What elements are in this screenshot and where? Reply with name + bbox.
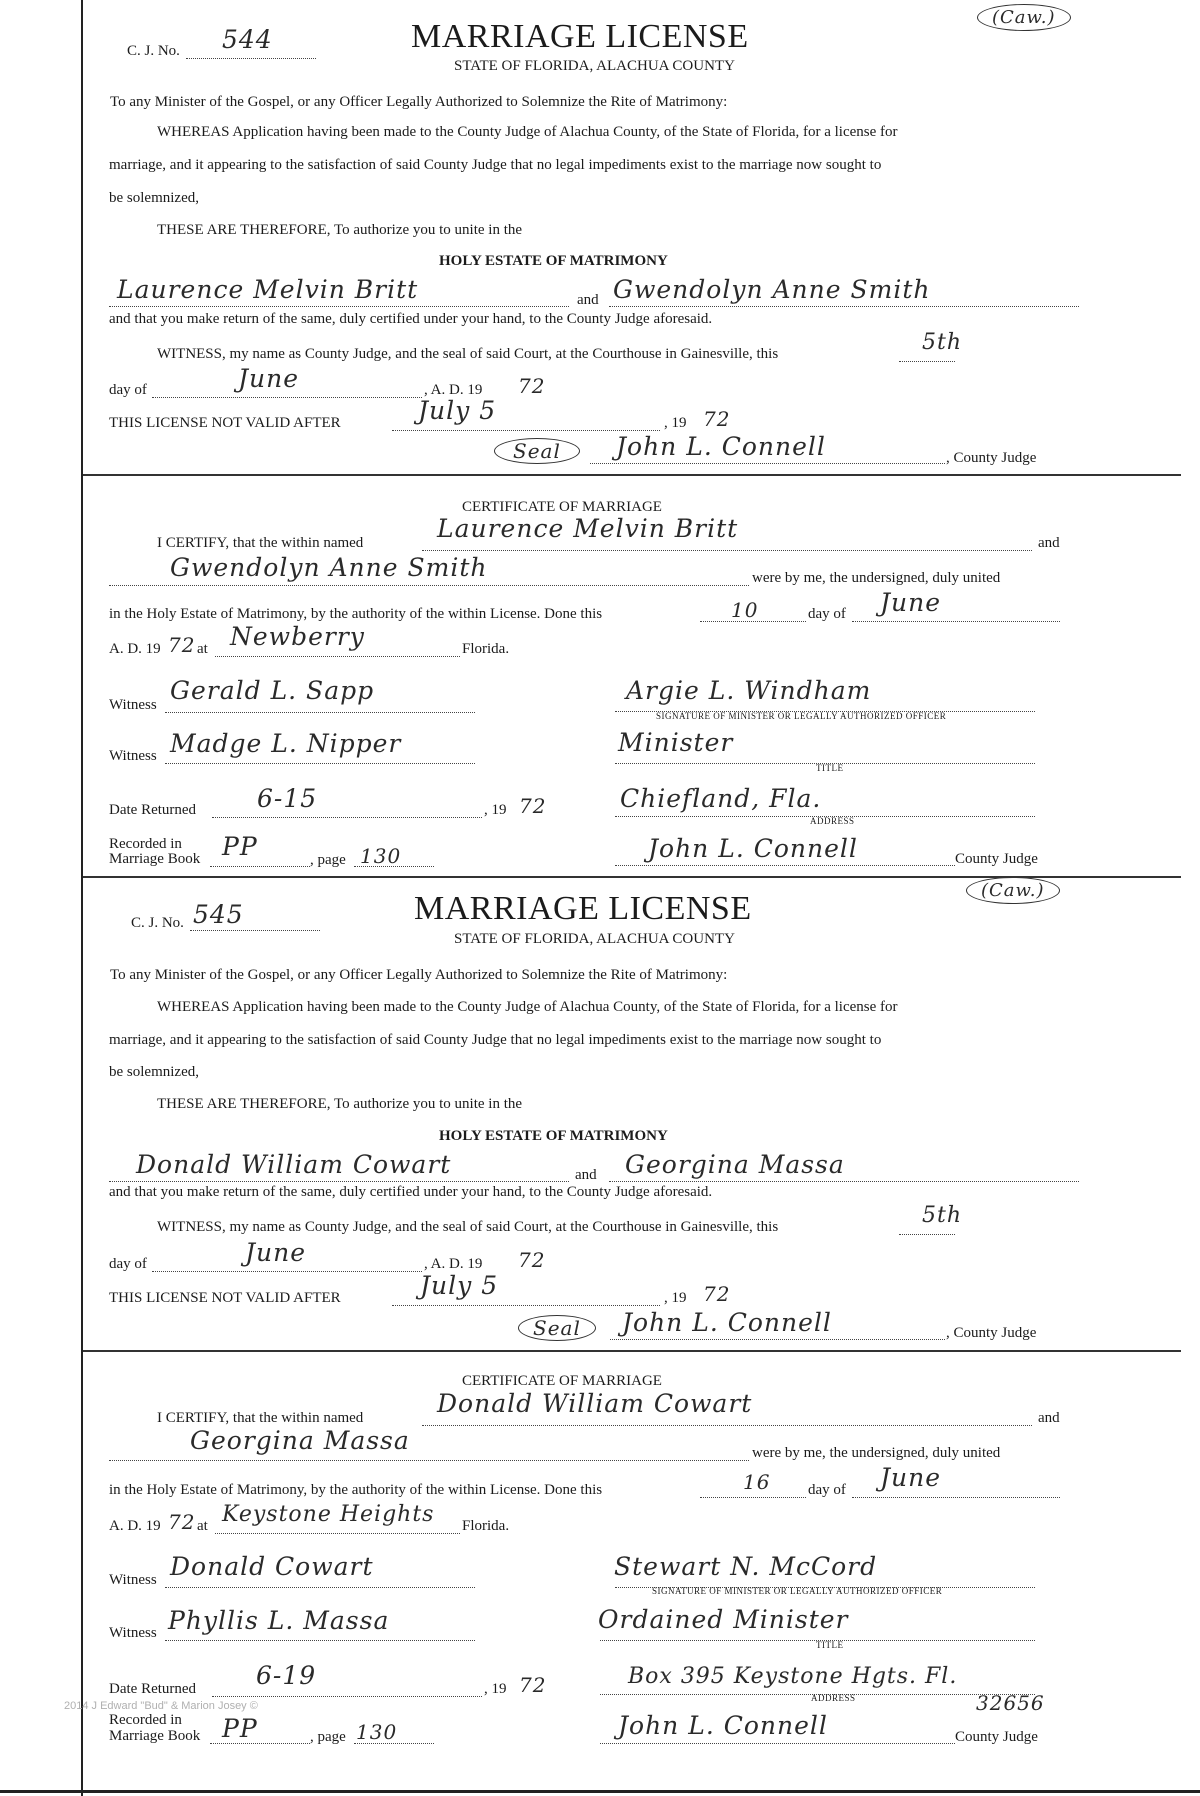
day-of-label: day of — [109, 382, 147, 398]
book-line — [210, 866, 310, 867]
cj-number: 544 — [222, 25, 273, 54]
not-valid-label: THIS LICENSE NOT VALID AFTER — [109, 415, 341, 431]
day-line — [899, 361, 955, 362]
return-line: and that you make return of the same, duly certified under your hand, to the County Judge aforesaid. — [109, 1184, 713, 1200]
caw-tag: (Caw.) — [977, 4, 1071, 31]
witness-1-line — [165, 1587, 475, 1588]
cert-year: 72 — [168, 1510, 196, 1534]
whereas-line-2: marriage, and it appearing to the satisfaction of said County Judge that no legal impediments exist to the marriage now sought to — [109, 157, 882, 173]
cert-groom: Donald William Cowart — [437, 1389, 753, 1418]
cert-place: Keystone Heights — [222, 1502, 435, 1527]
not-valid-line — [392, 1305, 660, 1306]
license-day: 5th — [922, 1203, 963, 1228]
bride-line — [609, 1181, 1079, 1182]
divider — [83, 474, 1181, 476]
book-value: PP — [222, 832, 258, 861]
done-month: June — [880, 1463, 942, 1492]
done-month: June — [880, 588, 942, 617]
ad-label: , A. D. 19 — [424, 382, 483, 398]
witness-label-2: Witness — [109, 1625, 157, 1641]
title-caption: TITLE — [816, 763, 844, 773]
certificate-title: CERTIFICATE OF MARRIAGE — [462, 499, 662, 515]
page-frame-bottom — [0, 1790, 1200, 1793]
certify-label: I CERTIFY, that the within named — [157, 535, 364, 551]
page-frame-left — [81, 0, 83, 1796]
returned-year-label: , 19 — [484, 1681, 507, 1697]
license-month: June — [238, 364, 300, 393]
license-title: MARRIAGE LICENSE — [414, 890, 752, 927]
witness-2-line — [165, 1640, 475, 1641]
cj-number-label: C. J. No. — [127, 43, 180, 59]
recorded-label-1: Recorded in — [109, 1712, 182, 1728]
florida-label: Florida. — [462, 641, 510, 657]
book-line — [210, 1743, 310, 1744]
whereas-line-3: be solemnized, — [109, 1064, 199, 1080]
cert-bride-line — [109, 585, 749, 586]
judge-line — [610, 1339, 945, 1340]
recorded-label-2: Marriage Book — [109, 1728, 201, 1744]
witness-1: Donald Cowart — [170, 1552, 374, 1581]
returned-label: Date Returned — [109, 1681, 197, 1697]
cert-bride: Georgina Massa — [190, 1426, 410, 1455]
whereas-line-3: be solemnized, — [109, 190, 199, 206]
not-valid-year-label: , 19 — [664, 415, 687, 431]
cert-judge-line — [615, 865, 955, 866]
cert-judge-line — [600, 1743, 955, 1744]
cert-groom: Laurence Melvin Britt — [437, 514, 739, 543]
and-label: and — [575, 1167, 597, 1183]
page-label: , page — [310, 1729, 346, 1745]
cert-place: Newberry — [230, 622, 365, 651]
witness-2: Madge L. Nipper — [170, 729, 402, 758]
done-day: 16 — [743, 1470, 771, 1494]
cert-judge-signature: John L. Connell — [648, 834, 858, 863]
month-line — [152, 1271, 422, 1272]
address-line: To any Minister of the Gospel, or any Officer Legally Authorized to Solemnize the Rite of Matrimony: — [110, 94, 728, 110]
united-label: were by me, the undersigned, duly united — [752, 1445, 1001, 1461]
cert-ad-label: A. D. 19 — [109, 1518, 161, 1534]
witness-1: Gerald L. Sapp — [170, 676, 375, 705]
license-day: 5th — [922, 330, 963, 355]
day-of-label: day of — [109, 1256, 147, 1272]
bride-line — [609, 306, 1079, 307]
license-year: 72 — [518, 374, 546, 398]
united-label: were by me, the undersigned, duly united — [752, 570, 1001, 586]
groom-line — [109, 306, 569, 307]
returned-line — [212, 817, 482, 818]
caw-tag: (Caw.) — [966, 877, 1060, 904]
title-caption: TITLE — [816, 1640, 844, 1650]
seal-mark: Seal — [518, 1315, 596, 1341]
cj-number-line — [186, 58, 316, 59]
not-valid-year: 72 — [703, 407, 731, 431]
certify-label: I CERTIFY, that the within named — [157, 1410, 364, 1426]
officer-title: Ordained Minister — [598, 1605, 849, 1634]
not-valid-label: THIS LICENSE NOT VALID AFTER — [109, 1290, 341, 1306]
whereas-line-1: WHEREAS Application having been made to the County Judge of Alachua County, of the State of Florida, for a license for — [157, 999, 898, 1015]
done-month-line — [852, 1497, 1060, 1498]
address-line: To any Minister of the Gospel, or any Officer Legally Authorized to Solemnize the Rite of Matrimony: — [110, 967, 728, 983]
county-judge-label: , County Judge — [946, 450, 1037, 466]
not-valid-year-label: , 19 — [664, 1290, 687, 1306]
whereas-line-2: marriage, and it appearing to the satisfaction of said County Judge that no legal impediments exist to the marriage now sought to — [109, 1032, 882, 1048]
returned-line — [212, 1696, 482, 1697]
witness-label-1: Witness — [109, 697, 157, 713]
recorded-label-1: Recorded in — [109, 836, 182, 852]
ad-label: , A. D. 19 — [424, 1256, 483, 1272]
cert-day-of: day of — [808, 1482, 846, 1498]
page-value: 130 — [356, 1720, 398, 1744]
holy-estate-heading: HOLY ESTATE OF MATRIMONY — [439, 253, 668, 269]
cj-number-label: C. J. No. — [131, 915, 184, 931]
bride-name: Georgina Massa — [625, 1150, 845, 1179]
groom-name: Donald William Cowart — [136, 1150, 452, 1179]
holy-authority-label: in the Holy Estate of Matrimony, by the authority of the within License. Done this — [109, 1482, 603, 1498]
cert-groom-line — [422, 550, 1032, 551]
officer-signature: Stewart N. McCord — [614, 1552, 878, 1581]
return-line: and that you make return of the same, duly certified under your hand, to the County Judge aforesaid. — [109, 311, 713, 327]
at-label: at — [197, 1518, 208, 1534]
place-line — [215, 656, 460, 657]
day-line — [899, 1234, 955, 1235]
cj-number: 545 — [193, 900, 244, 929]
page-label: , page — [310, 852, 346, 868]
witness-label-1: Witness — [109, 1572, 157, 1588]
copyright-watermark: 2014 J Edward "Bud" & Marion Josey © — [64, 1700, 258, 1712]
at-label: at — [197, 641, 208, 657]
bride-name: Gwendolyn Anne Smith — [613, 275, 931, 304]
cert-bride-line — [109, 1460, 749, 1461]
florida-label: Florida. — [462, 1518, 510, 1534]
page-value: 130 — [360, 844, 402, 868]
license-subtitle: STATE OF FLORIDA, ALACHUA COUNTY — [454, 58, 735, 74]
not-valid-year: 72 — [703, 1282, 731, 1306]
cert-day-of: day of — [808, 606, 846, 622]
address-caption: ADDRESS — [811, 1693, 856, 1703]
returned-date: 6-19 — [256, 1661, 317, 1690]
address-caption: ADDRESS — [810, 816, 855, 826]
holy-estate-heading: HOLY ESTATE OF MATRIMONY — [439, 1128, 668, 1144]
officer-caption: SIGNATURE OF MINISTER OR LEGALLY AUTHORIZED OFFICER — [656, 711, 947, 721]
place-line — [215, 1533, 460, 1534]
officer-caption: SIGNATURE OF MINISTER OR LEGALLY AUTHORIZED OFFICER — [652, 1586, 943, 1596]
cert-judge-label: County Judge — [955, 1729, 1038, 1745]
certificate-title: CERTIFICATE OF MARRIAGE — [462, 1373, 662, 1389]
witness-line: WITNESS, my name as County Judge, and the seal of said Court, at the Courthouse in Gainesville, this — [157, 1219, 779, 1235]
whereas-line-1: WHEREAS Application having been made to the County Judge of Alachua County, of the State of Florida, for a license for — [157, 124, 898, 140]
cert-bride: Gwendolyn Anne Smith — [170, 553, 488, 582]
therefore-line: THESE ARE THEREFORE, To authorize you to unite in the — [157, 222, 523, 238]
judge-signature: John L. Connell — [616, 432, 826, 461]
cert-and: and — [1038, 1410, 1060, 1426]
witness-2: Phyllis L. Massa — [168, 1606, 390, 1635]
groom-name: Laurence Melvin Britt — [117, 275, 419, 304]
license-year: 72 — [518, 1248, 546, 1272]
divider — [83, 1350, 1181, 1352]
done-month-line — [852, 621, 1060, 622]
done-day-line — [700, 1497, 806, 1498]
officer-address: Chiefland, Fla. — [620, 784, 822, 813]
not-valid-date: July 5 — [420, 1271, 499, 1300]
groom-line — [109, 1181, 569, 1182]
returned-label: Date Returned — [109, 802, 197, 818]
cert-groom-line — [422, 1425, 1032, 1426]
license-title: MARRIAGE LICENSE — [411, 18, 749, 55]
license-subtitle: STATE OF FLORIDA, ALACHUA COUNTY — [454, 931, 735, 947]
returned-year-label: , 19 — [484, 802, 507, 818]
officer-signature: Argie L. Windham — [626, 676, 872, 705]
holy-authority-label: in the Holy Estate of Matrimony, by the authority of the within License. Done this — [109, 606, 603, 622]
not-valid-date: July 5 — [418, 396, 497, 425]
cert-year: 72 — [168, 633, 196, 657]
address-zip: 32656 — [976, 1691, 1045, 1715]
recorded-label-2: Marriage Book — [109, 851, 201, 867]
returned-date: 6-15 — [257, 784, 318, 813]
cert-judge-label: County Judge — [955, 851, 1038, 867]
not-valid-line — [392, 430, 660, 431]
officer-title: Minister — [618, 728, 734, 757]
returned-year: 72 — [519, 1673, 547, 1697]
license-month: June — [245, 1238, 307, 1267]
done-day: 10 — [731, 598, 759, 622]
book-value: PP — [222, 1714, 258, 1743]
and-label: and — [577, 292, 599, 308]
judge-signature: John L. Connell — [622, 1308, 832, 1337]
seal-mark: Seal — [494, 438, 580, 464]
county-judge-label: , County Judge — [946, 1325, 1037, 1341]
returned-year: 72 — [519, 794, 547, 818]
officer-address: Box 395 Keystone Hgts. Fl. — [628, 1664, 958, 1689]
judge-line — [590, 463, 945, 464]
witness-1-line — [165, 712, 475, 713]
witness-2-line — [165, 763, 475, 764]
month-line — [152, 397, 422, 398]
witness-label-2: Witness — [109, 748, 157, 764]
cert-ad-label: A. D. 19 — [109, 641, 161, 657]
cert-judge-signature: John L. Connell — [618, 1711, 828, 1740]
therefore-line: THESE ARE THEREFORE, To authorize you to unite in the — [157, 1096, 523, 1112]
cert-and: and — [1038, 535, 1060, 551]
witness-line: WITNESS, my name as County Judge, and the seal of said Court, at the Courthouse in Gainesville, this — [157, 346, 779, 362]
cj-number-line — [190, 930, 320, 931]
